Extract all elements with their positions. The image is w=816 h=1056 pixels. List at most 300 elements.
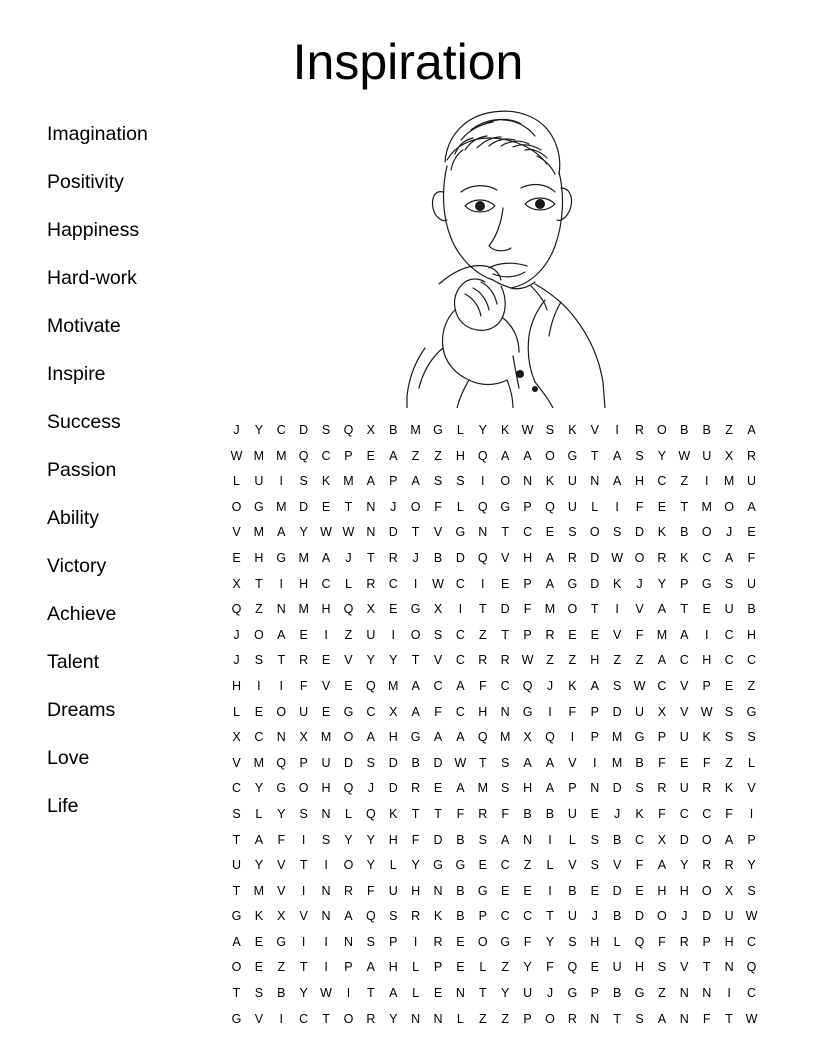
grid-letter: W xyxy=(745,909,758,924)
grid-letter: E xyxy=(433,986,443,1001)
grid-letter: I xyxy=(301,832,306,847)
grid-letter: A xyxy=(545,550,555,565)
grid-letter: C xyxy=(366,704,376,719)
grid-letter: Q xyxy=(298,448,309,463)
grid-letter: P xyxy=(590,730,599,745)
grid-letter: Y xyxy=(411,858,420,873)
grid-letter: A xyxy=(277,525,286,540)
grid-letter: I xyxy=(301,934,306,949)
grid-letter: A xyxy=(680,627,689,642)
grid-letter: A xyxy=(456,678,465,693)
grid-letter: Y xyxy=(389,653,398,668)
grid-letter: L xyxy=(748,755,755,770)
grid-letter: R xyxy=(635,423,645,437)
grid-letter: Y xyxy=(344,832,353,847)
grid-letter: V xyxy=(747,781,756,796)
grid-letter: O xyxy=(545,448,555,463)
grid-letter: Y xyxy=(254,858,264,873)
grid-letter: R xyxy=(657,550,667,565)
grid-letter: I xyxy=(481,576,485,591)
grid-letter: G xyxy=(500,934,511,949)
word-list-item: Motivate xyxy=(47,315,121,337)
grid-letter: G xyxy=(433,423,443,437)
grid-letter: D xyxy=(702,909,712,924)
grid-letter: B xyxy=(568,883,577,898)
grid-letter: G xyxy=(500,499,511,514)
grid-letter: O xyxy=(589,525,600,540)
grid-letter: K xyxy=(568,423,577,437)
grid-letter: C xyxy=(724,627,734,642)
grid-letter: E xyxy=(254,704,264,719)
grid-letter: L xyxy=(479,960,487,975)
grid-letter: G xyxy=(455,858,466,873)
grid-letter: H xyxy=(254,550,264,565)
grid-letter: A xyxy=(344,909,353,924)
grid-letter: W xyxy=(432,576,444,591)
grid-letter: I xyxy=(727,986,731,1001)
grid-letter: X xyxy=(277,909,286,924)
grid-letter: K xyxy=(501,423,510,437)
grid-letter: Q xyxy=(477,448,488,463)
grid-letter: I xyxy=(749,806,754,821)
grid-letter: O xyxy=(724,499,734,514)
grid-letter: G xyxy=(410,602,421,617)
grid-letter: V xyxy=(321,678,331,693)
grid-letter: M xyxy=(276,499,287,514)
grid-letter: O xyxy=(657,909,667,924)
grid-row xyxy=(228,444,760,470)
grid-letter: C xyxy=(299,1011,309,1026)
grid-letter: H xyxy=(746,627,756,642)
grid-row xyxy=(228,597,760,623)
grid-letter: V xyxy=(568,858,577,873)
grid-letter: M xyxy=(611,730,623,745)
grid-letter: J xyxy=(546,678,554,693)
grid-letter: T xyxy=(478,986,487,1001)
grid-letter: E xyxy=(321,704,331,719)
grid-letter: C xyxy=(500,858,510,873)
grid-letter: N xyxy=(455,986,465,1001)
grid-letter: E xyxy=(590,806,599,821)
grid-letter: Q xyxy=(477,730,488,745)
grid-letter: E xyxy=(299,627,308,642)
grid-letter: K xyxy=(254,909,264,924)
grid-letter: M xyxy=(298,602,309,617)
grid-letter: C xyxy=(702,806,712,821)
grid-letter: S xyxy=(724,704,734,719)
grid-letter: T xyxy=(702,960,711,975)
grid-letter: X xyxy=(389,704,398,719)
grid-letter: C xyxy=(635,832,645,847)
grid-row xyxy=(228,469,760,495)
grid-letter: T xyxy=(299,960,308,975)
grid-letter: T xyxy=(680,499,689,514)
word-list-item: Imagination xyxy=(47,123,148,145)
grid-letter: H xyxy=(388,730,398,745)
grid-letter: I xyxy=(301,883,306,898)
grid-letter: E xyxy=(545,525,555,540)
grid-letter: M xyxy=(477,781,488,796)
grid-letter: C xyxy=(724,653,734,668)
grid-letter: K xyxy=(568,678,577,693)
grid-letter: B xyxy=(433,550,443,565)
grid-letter: S xyxy=(568,525,577,540)
grid-letter: Y xyxy=(389,1011,398,1026)
grid-letter: H xyxy=(231,678,242,693)
grid-letter: F xyxy=(299,678,308,693)
grid-letter: Q xyxy=(343,781,354,796)
grid-letter: H xyxy=(724,934,734,949)
grid-letter: P xyxy=(590,704,599,719)
grid-letter: N xyxy=(321,883,331,898)
grid-letter: C xyxy=(679,653,689,668)
grid-letter: S xyxy=(254,653,264,668)
grid-letter: A xyxy=(657,1011,667,1026)
grid-letter: T xyxy=(277,653,286,668)
grid-letter: F xyxy=(277,832,286,847)
grid-letter: B xyxy=(277,986,286,1001)
grid-letter: S xyxy=(299,806,308,821)
grid-letter: A xyxy=(366,474,376,489)
grid-letter: E xyxy=(344,678,353,693)
grid-letter: V xyxy=(254,1011,264,1026)
grid-letter: Q xyxy=(545,499,555,514)
grid-letter: J xyxy=(591,909,598,924)
grid-letter: R xyxy=(679,934,689,949)
grid-letter: C xyxy=(321,576,331,591)
grid-letter: T xyxy=(478,755,487,770)
grid-letter: R xyxy=(343,883,353,898)
grid-letter: F xyxy=(658,755,666,770)
grid-letter: D xyxy=(433,755,443,770)
grid-letter: U xyxy=(366,627,376,642)
grid-letter: F xyxy=(747,550,756,565)
grid-letter: W xyxy=(320,525,332,540)
grid-letter: G xyxy=(634,730,645,745)
grid-row xyxy=(228,725,760,751)
grid-letter: Z xyxy=(411,448,420,463)
grid-letter: F xyxy=(658,806,666,821)
grid-letter: P xyxy=(344,448,353,463)
grid-letter: X xyxy=(724,448,734,463)
grid-letter: Z xyxy=(478,627,487,642)
grid-letter: R xyxy=(545,627,555,642)
grid-letter: A xyxy=(590,678,599,693)
word-list-item: Positivity xyxy=(47,171,124,193)
grid-letter: R xyxy=(411,909,421,924)
grid-letter: I xyxy=(279,1011,284,1026)
grid-letter: S xyxy=(478,832,487,847)
grid-letter: P xyxy=(344,960,353,975)
grid-letter: S xyxy=(321,423,331,437)
grid-letter: B xyxy=(680,525,689,540)
grid-letter: P xyxy=(702,934,711,949)
grid-letter: N xyxy=(411,1011,421,1026)
grid-letter: E xyxy=(568,627,577,642)
grid-letter: W xyxy=(454,755,467,770)
grid-letter: Y xyxy=(478,423,487,437)
grid-letter: Y xyxy=(501,986,510,1001)
grid-row xyxy=(228,648,760,674)
grid-letter: I xyxy=(346,986,351,1001)
grid-letter: T xyxy=(367,986,375,1001)
grid-letter: N xyxy=(523,474,533,489)
grid-letter: W xyxy=(745,1011,758,1026)
grid-row xyxy=(228,495,760,521)
grid-letter: N xyxy=(523,832,533,847)
grid-letter: Y xyxy=(299,986,308,1001)
grid-letter: G xyxy=(701,576,712,591)
grid-letter: V xyxy=(680,704,689,719)
grid-letter: Q xyxy=(343,602,354,617)
grid-letter: L xyxy=(344,806,352,821)
grid-letter: F xyxy=(546,960,554,975)
grid-letter: W xyxy=(230,448,243,463)
grid-letter: T xyxy=(411,653,420,668)
grid-letter: L xyxy=(233,474,240,489)
grid-letter: H xyxy=(455,448,465,463)
grid-letter: M xyxy=(544,602,556,617)
grid-letter: C xyxy=(231,781,242,796)
grid-letter: K xyxy=(612,576,622,591)
thinking-man-illustration xyxy=(385,96,635,408)
grid-letter: T xyxy=(546,909,554,924)
grid-letter: H xyxy=(657,883,667,898)
grid-letter: A xyxy=(501,832,510,847)
grid-letter: C xyxy=(523,909,533,924)
grid-letter: G xyxy=(231,909,242,924)
grid-letter: F xyxy=(523,934,532,949)
grid-letter: I xyxy=(324,960,328,975)
grid-letter: O xyxy=(410,627,421,642)
grid-row xyxy=(228,700,760,726)
grid-letter: A xyxy=(411,678,420,693)
grid-letter: P xyxy=(523,576,532,591)
grid-letter: H xyxy=(590,653,600,668)
grid-letter: U xyxy=(679,730,689,745)
grid-letter: E xyxy=(724,678,734,693)
grid-letter: S xyxy=(232,806,241,821)
grid-letter: T xyxy=(411,525,420,540)
grid-letter: A xyxy=(545,755,555,770)
grid-letter: Q xyxy=(231,602,242,617)
grid-letter: Q xyxy=(545,730,555,745)
grid-letter: O xyxy=(634,550,645,565)
grid-letter: K xyxy=(433,909,443,924)
grid-letter: R xyxy=(433,934,443,949)
grid-letter: A xyxy=(321,550,331,565)
grid-letter: A xyxy=(724,550,734,565)
grid-letter: O xyxy=(701,883,712,898)
grid-letter: O xyxy=(276,704,287,719)
grid-letter: I xyxy=(391,627,395,642)
grid-letter: W xyxy=(700,704,713,719)
grid-letter: V xyxy=(232,525,241,540)
grid-letter: X xyxy=(232,730,241,745)
grid-letter: G xyxy=(433,858,443,873)
grid-letter: P xyxy=(590,986,599,1001)
grid-letter: C xyxy=(500,909,510,924)
grid-letter: F xyxy=(367,883,375,898)
grid-letter: H xyxy=(299,576,309,591)
grid-letter: A xyxy=(366,960,376,975)
grid-letter: E xyxy=(590,883,599,898)
grid-letter: U xyxy=(635,704,645,719)
grid-letter: M xyxy=(276,448,287,463)
grid-letter: I xyxy=(548,704,552,719)
grid-letter: Z xyxy=(725,423,733,437)
grid-letter: U xyxy=(388,883,398,898)
grid-letter: S xyxy=(299,474,308,489)
grid-letter: Q xyxy=(477,499,488,514)
grid-letter: R xyxy=(366,1011,376,1026)
grid-letter: H xyxy=(635,960,645,975)
grid-letter: X xyxy=(724,883,734,898)
grid-letter: P xyxy=(389,474,398,489)
grid-letter: V xyxy=(680,960,689,975)
grid-letter: C xyxy=(254,730,264,745)
grid-letter: R xyxy=(478,653,488,668)
grid-row xyxy=(228,546,760,572)
grid-letter: W xyxy=(342,525,355,540)
grid-letter: C xyxy=(679,806,689,821)
grid-letter: C xyxy=(433,678,443,693)
grid-letter: N xyxy=(321,806,331,821)
grid-letter: E xyxy=(590,960,599,975)
grid-letter: R xyxy=(567,1011,577,1026)
grid-letter: Z xyxy=(546,653,554,668)
grid-letter: Z xyxy=(523,858,532,873)
grid-letter: W xyxy=(611,550,624,565)
grid-letter: S xyxy=(433,627,443,642)
grid-letter: S xyxy=(612,525,622,540)
grid-row xyxy=(228,776,760,802)
grid-letter: M xyxy=(343,474,354,489)
grid-row xyxy=(228,418,760,444)
grid-letter: N xyxy=(433,883,443,898)
grid-letter: K xyxy=(702,730,711,745)
grid-letter: A xyxy=(747,423,756,437)
grid-letter: Q xyxy=(746,960,757,975)
grid-letter: S xyxy=(590,832,599,847)
grid-letter: D xyxy=(590,576,600,591)
grid-letter: D xyxy=(299,423,309,437)
grid-letter: Y xyxy=(254,423,264,437)
grid-letter: Q xyxy=(343,423,354,437)
grid-letter: X xyxy=(523,730,532,745)
grid-letter: D xyxy=(433,832,443,847)
grid-letter: P xyxy=(299,755,308,770)
grid-letter: S xyxy=(635,448,644,463)
grid-row xyxy=(228,572,760,598)
grid-letter: S xyxy=(545,423,555,437)
grid-letter: G xyxy=(276,550,287,565)
grid-letter: A xyxy=(411,704,420,719)
grid-letter: A xyxy=(254,832,264,847)
grid-letter: Y xyxy=(277,806,286,821)
grid-letter: D xyxy=(612,781,622,796)
grid-letter: C xyxy=(388,576,398,591)
grid-letter: D xyxy=(635,525,645,540)
grid-letter: X xyxy=(232,576,241,591)
grid-letter: P xyxy=(747,832,756,847)
grid-letter: T xyxy=(501,525,509,540)
grid-letter: U xyxy=(254,474,264,489)
grid-letter: W xyxy=(633,678,646,693)
grid-letter: L xyxy=(456,499,464,514)
grid-row xyxy=(228,1007,760,1033)
word-list-item: Dreams xyxy=(47,699,116,721)
grid-letter: G xyxy=(276,781,287,796)
grid-letter: X xyxy=(657,832,667,847)
grid-letter: P xyxy=(568,781,577,796)
grid-letter: S xyxy=(501,781,510,796)
grid-letter: G xyxy=(455,525,466,540)
grid-letter: Z xyxy=(747,678,756,693)
grid-letter: S xyxy=(724,730,734,745)
grid-letter: M xyxy=(723,474,735,489)
grid-letter: O xyxy=(298,781,309,796)
grid-letter: E xyxy=(321,653,331,668)
grid-letter: J xyxy=(233,653,240,668)
grid-letter: C xyxy=(455,653,465,668)
grid-letter: Q xyxy=(365,806,376,821)
grid-letter: O xyxy=(545,1011,555,1026)
grid-letter: O xyxy=(500,474,511,489)
grid-letter: R xyxy=(702,858,712,873)
grid-letter: Z xyxy=(635,653,644,668)
grid-row xyxy=(228,930,760,956)
grid-letter: H xyxy=(321,781,331,796)
grid-letter: K xyxy=(724,781,734,796)
grid-letter: R xyxy=(657,781,667,796)
grid-letter: E xyxy=(433,781,443,796)
grid-letter: W xyxy=(320,986,332,1001)
grid-letter: P xyxy=(523,499,532,514)
grid-letter: L xyxy=(456,423,464,437)
grid-letter: V xyxy=(568,755,577,770)
grid-letter: V xyxy=(232,755,241,770)
grid-letter: K xyxy=(657,525,667,540)
grid-letter: Z xyxy=(255,602,263,617)
grid-letter: O xyxy=(254,627,264,642)
grid-letter: N xyxy=(433,1011,443,1026)
grid-letter: E xyxy=(456,934,465,949)
grid-letter: U xyxy=(567,499,577,514)
grid-letter: L xyxy=(456,1011,464,1026)
grid-letter: Y xyxy=(366,858,376,873)
grid-letter: A xyxy=(545,576,555,591)
grid-letter: V xyxy=(680,678,689,693)
grid-letter: U xyxy=(299,704,309,719)
grid-letter: S xyxy=(433,474,443,489)
grid-letter: E xyxy=(680,755,689,770)
grid-letter: M xyxy=(701,499,712,514)
grid-letter: I xyxy=(481,474,485,489)
grid-letter: M xyxy=(611,755,623,770)
grid-letter: M xyxy=(499,730,511,745)
grid-letter: U xyxy=(679,781,689,796)
grid-letter: U xyxy=(612,960,622,975)
grid-letter: G xyxy=(231,1011,242,1026)
grid-letter: G xyxy=(567,576,578,591)
grid-letter: T xyxy=(255,576,263,591)
grid-letter: J xyxy=(681,909,688,924)
grid-letter: N xyxy=(590,1011,600,1026)
grid-letter: C xyxy=(321,448,331,463)
grid-letter: G xyxy=(477,883,488,898)
grid-letter: R xyxy=(366,576,376,591)
